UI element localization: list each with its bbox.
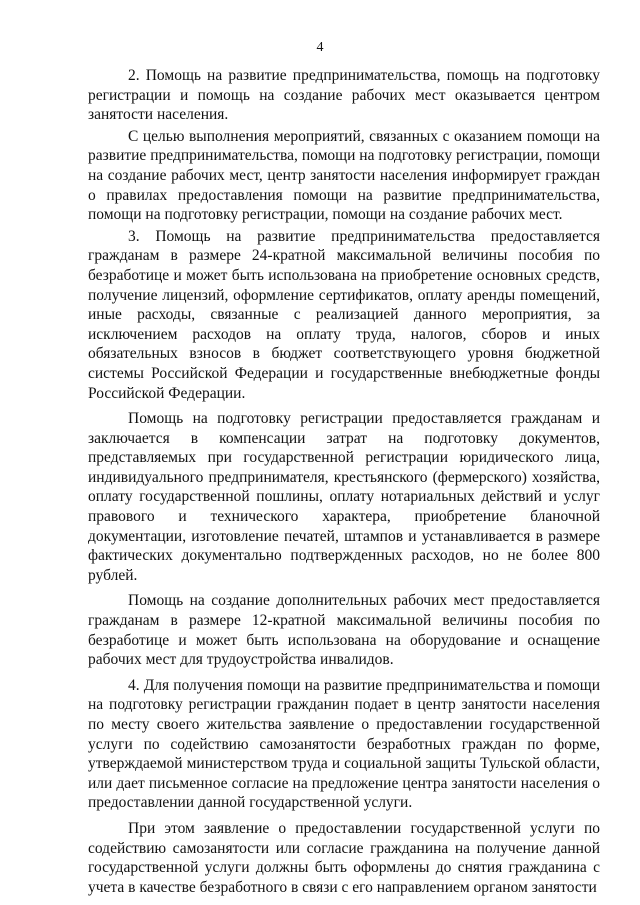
- page-number: 4: [316, 40, 324, 55]
- paragraph-item-3: 3. Помощь на развитие предпринимательства предоставляется гражданам в размере 24-кратной максимальной величины пособия по безработице и может быть использована на приобретение основных средств, получение лицензий, оформление сертификатов, оплату аренды помещений, иные расходы, связанные с реализацией данного мероприятия, за исключением расходов на оплату труда, налогов, сборов и иных обязательных взносов в бюджет соответствующего уровня бюджетной системы Российской Федерации и государственные внебюджетные фонды Российской Федерации.: [88, 227, 600, 402]
- document-body: [88, 66, 600, 903]
- paragraph-item-4: 4. Для получения помощи на развитие предпринимательства и помощи на подготовку регистрации гражданин подает в центр занятости населения по месту своего жительства заявление о предоставлении государственной услуги по содействию самозанятости безработных граждан по форме, утверждаемой министерством труда и социальной защиты Тульской области, или дает письменное согласие на предложение центра занятости населения о предоставлении данной государственной услуги.: [88, 676, 600, 812]
- paragraph-registration-help: Помощь на подготовку регистрации предоставляется гражданам и заключается в компенсации затрат на подготовку документов, представляемых при государственной регистрации юридического лица, индивидуального предпринимателя, крестьянского (фермерского) хозяйства, оплату государственной пошлины, оплату нотариальных действий и услуг правового и технического характера, приобретение бланочной документации, изготовление печатей, штампов и устанавливается в размере фактических документально подтвержденных расходов, но не более 800 рублей.: [88, 410, 600, 584]
- paragraph-information-measures: С целью выполнения мероприятий, связанных с оказанием помощи на развитие предпринимательства, помощи на подготовку регистрации, помощи на создание рабочих мест, центр занятости населения информирует граждан о правилах предоставления помощи на развитие предпринимательства, помощи на подготовку регистрации, помощи на создание рабочих мест.: [88, 127, 600, 224]
- paragraph-workplaces-help: Помощь на создание дополнительных рабочих мест предоставляется гражданам в размере 12-кратной максимальной величины пособия по безработице и может быть использована на оборудование и оснащение рабочих мест для трудоустройства инвалидов.: [88, 592, 600, 669]
- paragraph-application-timing: При этом заявление о предоставлении государственной услуги по содействию самозанятости или согласие гражданина на получение данной государственной услуги должны быть оформлены до снятия гражданина с учета в качестве безработного в связи с его направлением органом занятости: [88, 819, 600, 896]
- paragraph-item-2: 2. Помощь на развитие предпринимательства, помощь на подготовку регистрации и помощь на создание рабочих мест оказывается центром занятости населения.: [88, 67, 600, 124]
